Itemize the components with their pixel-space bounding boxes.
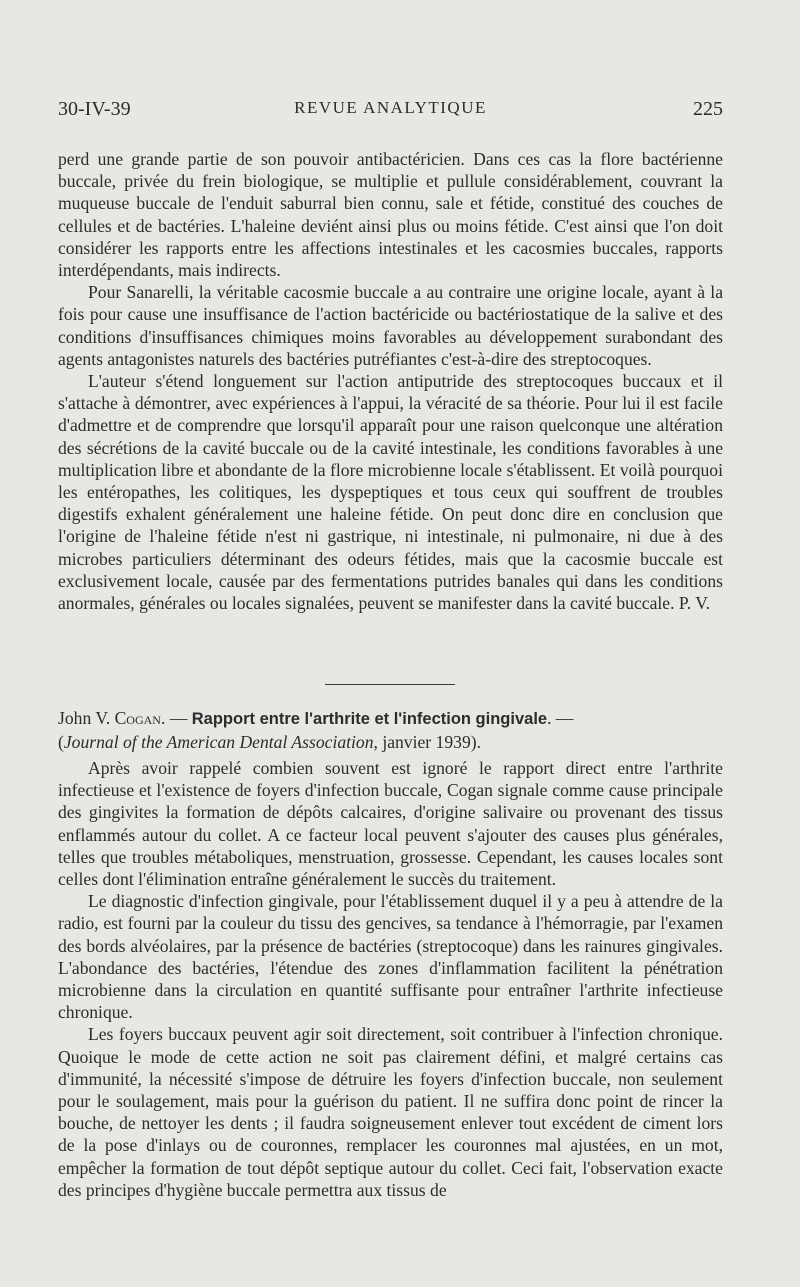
page-number: 225 — [693, 98, 723, 120]
article-2-paragraph-2: Le diagnostic d'infection gingivale, pour l'établissement duquel il y a peu à attendre de la radio, est fourni par la couleur du tissu des gencives, sa tendance à l'hémorragie, par l'examen des bords alvéolaires, par la présence de bactéries (streptocoque) dans les rainures gingivales. L'abondance des bactéries, l'étendue des zones d'inflammation facilitent la pénétration microbienne dans la circulation en quantité suffisante pour entraîner l'arthrite infectieuse chronique. — [58, 891, 723, 1023]
article-2-body — [58, 757, 723, 1201]
article-2-byline — [58, 707, 723, 731]
journal-citation — [58, 731, 723, 754]
header-title: REVUE ANALYTIQUE — [294, 98, 487, 117]
article-1-paragraph-1: perd une grande partie de son pouvoir antibactéricien. Dans ces cas la flore bactérienne buccale, privée du frein biologique, se multiplie et pullule considérablement, couvrant la muqueuse buccale de l'enduit saburral bien connu, sale et fétide, constitué des couches de cellules et de bactéries. L'haleine deviént ainsi plus ou moins fétide. C'est ainsi que l'on doit considérer les rapports entre les affections intestinales et les cacosmies buccales, rapports interdépendants, mais indirects. — [58, 149, 723, 281]
byline-dash: . — — [160, 708, 192, 728]
header-date: 30-IV-39 — [58, 98, 131, 120]
title-dash: . — — [547, 708, 574, 728]
running-head — [58, 98, 723, 128]
article-1-paragraph-2: Pour Sanarelli, la véritable cacosmie buccale a au contraire une origine locale, ayant à la fois pour cause une insuffisance de l'action bactéricide ou bactériostatique de la salive et des conditions d'insuffisances chimiques moins favorables au développement surabondant des agents antagonistes naturels des bactéries putréfiantes c'est-à-dire des streptocoques. — [58, 282, 723, 369]
article-2-title: Rapport entre l'arthrite et l'infection gingivale — [191, 710, 548, 728]
article-1-body — [58, 148, 723, 614]
article-2-paragraph-3: Les foyers buccaux peuvent agir soit directement, soit contribuer à l'infection chronique. Quoique le mode de cette action ne soit pas clairement défini, et malgré certains cas d'immunité, la nécessité s'impose de détruire les foyers d'infection buccale, non seulement pour le soulagement, mais pour la guérison du patient. Il ne suffira donc point de rincer la bouche, de nettoyer les dents ; il faudra soigneusement enlever tout excédent de ciment lors de la pose d'inlays ou de couronnes, remplacer les couronnes mal ajustées, en un mot, empêcher la formation de tout dépôt septique autour du collet. Ceci fait, l'observation exacte des principes d'hygiène buccale permettra aux tissus de — [58, 1024, 723, 1200]
article-2-heading — [58, 707, 723, 753]
citation-open-paren: ( — [58, 731, 64, 752]
article-separator-rule — [325, 684, 455, 685]
journal-date: , janvier 1939). — [373, 731, 482, 752]
author-last-name: Cogan — [114, 708, 161, 728]
article-2-paragraph-1: Après avoir rappelé combien souvent est ignoré le rapport direct entre l'arthrite infectieuse et l'existence de foyers d'infection buccale, Cogan signale comme cause principale des gingivites la formation de dépôts calcaires, d'origine salivaire ou provenant des tissus enflammés autour du collet. A ce facteur local peuvent s'ajouter des causes plus générales, telles que troubles métaboliques, menstruation, grossesse. Cependant, les causes locales sont celles dont l'élimination entraîne généralement le succès du traitement. — [58, 758, 723, 890]
author-first-name: John V. — [58, 708, 115, 728]
journal-name: Journal of the American Dental Association — [63, 731, 374, 752]
article-1-paragraph-3: L'auteur s'étend longuement sur l'action antiputride des streptocoques buccaux et il s'attache à démontrer, avec expériences à l'appui, la véracité de sa théorie. Pour lui il est facile d'admettre et de comprendre que lorsqu'il apparaît pour une raison quelconque une altération des sécrétions de la cavité buccale ou de la cavité intestinale, les conditions favorables à une multiplication libre et abondante de la flore microbienne locale s'établissent. Et voilà pourquoi les entéropathes, les colitiques, les dyspeptiques et tous ceux qui souffrent de troubles digestifs exhalent généralement une haleine fétide. On peut donc dire en conclusion que l'origine de l'haleine fétide n'est ni gastrique, ni intestinale, ni pulmonaire, ni due à des microbes particuliers déterminant des odeurs fétides, mais que la cacosmie buccale est exclusivement locale, causée par des fermentations putrides banales qui dans les conditions anormales, générales ou locales signalées, peuvent se manifester dans la cavité buccale. P. V. — [58, 371, 723, 614]
